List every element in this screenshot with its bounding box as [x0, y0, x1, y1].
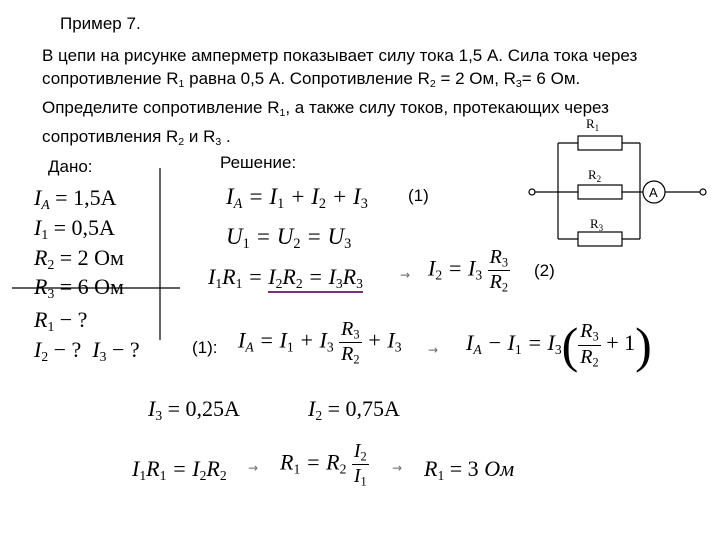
equation-r1-formula: $R_1 = R_2$ $\frac{I_2}{I_1}$	[280, 440, 367, 489]
given-label: Дано:	[48, 157, 93, 176]
equation-tag-2: (2)	[534, 261, 555, 280]
problem-line-4: сопротивления $R_2$ и $R_3$ .	[42, 126, 231, 148]
problem-line-1: В цепи на рисунке амперметр показывает силу тока 1,5 А. Сила тока через	[42, 46, 638, 65]
arrow-icon: →	[392, 461, 403, 475]
equation-i3-factored: IA − $I_1 = I_3$( $\frac{R_3}{R_2}$ + 1)	[466, 317, 652, 373]
circuit-r3-label: $R_3$	[590, 216, 604, 233]
ammeter-label: A	[649, 185, 658, 200]
equation-voltages: $U_1 = U_2 = U_3$	[226, 224, 352, 252]
equation-i2-ratio: $I_2 = I_3$ $\frac{R_3}{R_2}$	[428, 246, 509, 295]
arrow-icon: →	[248, 461, 259, 475]
given-r2: $R_2 = 2$ Ом	[34, 244, 124, 272]
underlined-term: $I_2R_2 = I_3R_3$	[268, 264, 363, 293]
result-i3: $I_3 = 0,25A$	[148, 396, 240, 423]
circuit-r1-label: $R_1$	[586, 116, 600, 133]
find-i2-i3: $I_2$ − ? $I_3$ − ?	[34, 337, 140, 364]
given-list	[34, 186, 140, 368]
given-r3: $R_3 = 6$ Ом	[34, 274, 124, 302]
given-ia: IA = 1,5A	[34, 185, 117, 212]
substitution-label: (1):	[192, 338, 218, 357]
equation-tag-1: (1)	[408, 186, 429, 205]
problem-line-3: Определите сопротивление $R_1$, а также силу токов, протекающих через	[42, 97, 609, 119]
result-r1: $R_1 = 3$ Ом	[424, 456, 515, 483]
given-i1: $I_1 = 0,5A$	[34, 214, 115, 242]
equation-substituted: IA = $I_1 + I_3$ $\frac{R_3}{R_2}$ + $I_3$	[238, 318, 402, 367]
equation-r1-product: $I_1R_1 = I_2R_2$	[132, 456, 227, 483]
equation-ohm-products: $I_1R_1 = I_2R_2 = I_3R_3$	[208, 264, 363, 292]
page-title: Пример 7.	[60, 14, 141, 33]
result-i2: $I_2 = 0,75A$	[308, 396, 400, 423]
arrow-icon: →	[400, 268, 411, 282]
problem-line-2: сопротивление $R_1$ равна 0,5 А. Сопротивление $R_2 = 2$ Ом, $R_3= 6$ Ом.	[42, 69, 581, 90]
equation-currents: IA = $I_1 + I_2 + I_3$	[226, 184, 368, 212]
find-r1: $R_1$ − ?	[34, 307, 88, 335]
circuit-r2-label: $R_2$	[588, 167, 602, 184]
arrow-icon: →	[428, 343, 439, 357]
solution-label: Решение:	[220, 153, 297, 172]
